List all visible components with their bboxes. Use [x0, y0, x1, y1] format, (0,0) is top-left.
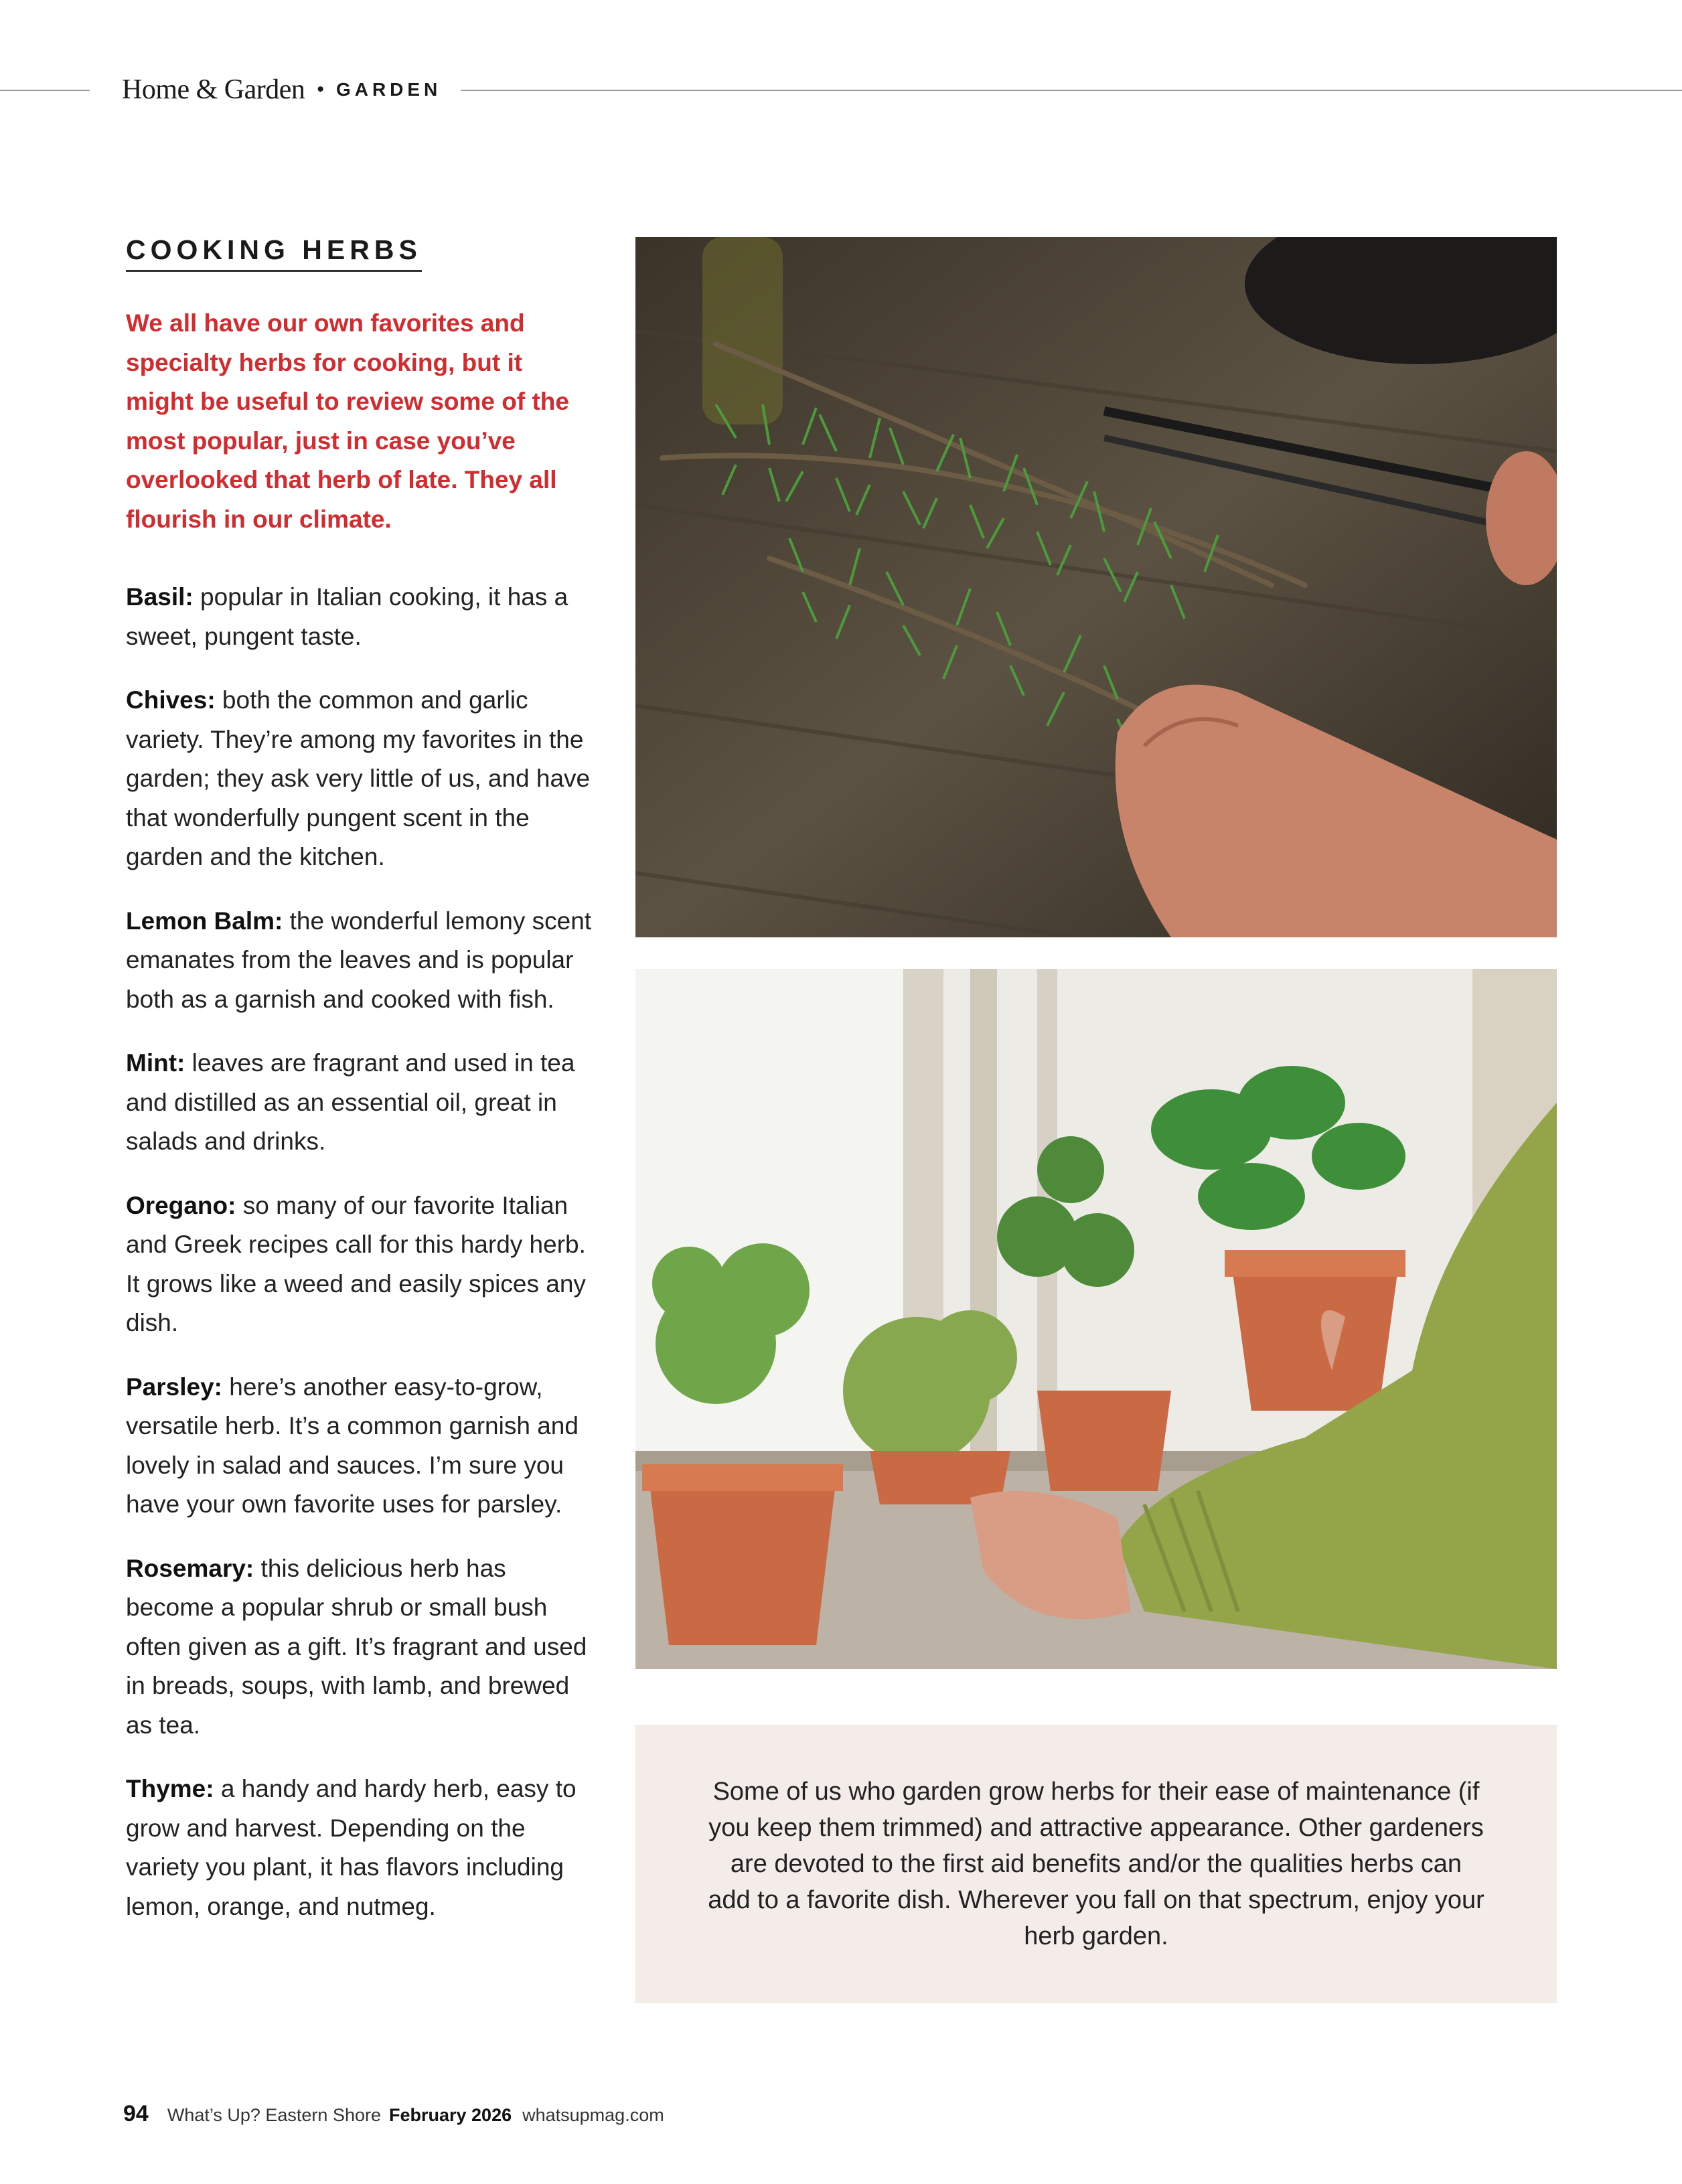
herb-entry-mint: [126, 1044, 595, 1162]
callout-text: Some of us who garden grow herbs for their ease of maintenance (if you keep them trimmed) and attractive appearance. Other gardeners are devoted to the first aid benefits and/or the qualities herbs can add to a favorite dish. Wherever you fall on that spectrum, enjoy your herb garden.: [708, 1778, 1484, 1950]
herb-description: a handy and hardy herb, easy to grow and harvest. Depending on the variety you plant, it has flavors including lemon, orange, and nutmeg.: [126, 1775, 577, 1920]
herb-list: [126, 578, 595, 1926]
herb-description: popular in Italian cooking, it has a sweet, pungent taste.: [126, 583, 568, 650]
herb-entry-lemon-balm: [126, 902, 595, 1020]
herb-name: Chives:: [126, 686, 216, 714]
herb-name: Rosemary:: [126, 1554, 254, 1582]
herb-entry-thyme: [126, 1770, 595, 1926]
herb-description: the wonderful lemony scent emanates from the leaves and is popular both as a garnish and cooked with fish.: [126, 907, 592, 1013]
header-section: GARDEN: [335, 79, 442, 100]
herb-name: Oregano:: [126, 1191, 236, 1219]
herb-entry-parsley: [126, 1368, 595, 1525]
footer-url: whatsupmag.com: [522, 2105, 664, 2125]
callout-box: [635, 1725, 1557, 2003]
herb-entry-chives: [126, 681, 595, 877]
herb-name: Parsley:: [126, 1373, 222, 1401]
herb-name: Thyme:: [126, 1775, 214, 1802]
herb-entry-oregano: [126, 1186, 595, 1343]
header-brand: Home & Garden: [122, 74, 305, 105]
herb-name: Lemon Balm:: [126, 907, 283, 935]
herb-name: Mint:: [126, 1049, 185, 1077]
footer-publication: What’s Up? Eastern Shore: [167, 2105, 381, 2125]
article-column: [126, 234, 595, 1938]
rosemary-photo: [635, 237, 1557, 937]
page-footer: [123, 2101, 664, 2127]
running-header: [122, 70, 441, 110]
herb-description: here’s another easy-to-grow, versatile herb. It’s a common garnish and lovely in salad and sauces. I’m sure you have your own favorite uses for parsley.: [126, 1373, 579, 1518]
header-rule-left: [0, 90, 90, 91]
herb-description: this delicious herb has become a popular shrub or small bush often given as a gift. It’s fragrant and used in breads, soups, with lamb, and brewed as tea.: [126, 1554, 587, 1739]
herb-description: leaves are fragrant and used in tea and distilled as an essential oil, great in salads and drinks.: [126, 1049, 575, 1155]
herb-entry-basil: [126, 578, 595, 656]
article-title-underline: [126, 234, 422, 272]
herb-entry-rosemary: [126, 1549, 595, 1745]
herb-description: so many of our favorite Italian and Greek recipes call for this hardy herb. It grows like a weed and easily spices any dish.: [126, 1191, 586, 1336]
footer-issue: February 2026: [389, 2105, 512, 2125]
article-title: COOKING HERBS: [126, 234, 422, 265]
header-rule-right: [461, 90, 1682, 91]
page-number: 94: [123, 2101, 149, 2126]
herb-description: both the common and garlic variety. They’re among my favorites in the garden; they ask very little of us, and have that wonderfully pungent scent in the garden and the kitchen.: [126, 686, 591, 870]
potted-herbs-photo: [635, 969, 1557, 1669]
herb-name: Basil:: [126, 583, 194, 611]
article-intro: We all have our own favorites and specialty herbs for cooking, but it might be useful to review some of the most popular, just in case you’ve overlooked that herb of late. They all flourish in our climate.: [126, 309, 569, 533]
header-separator: •: [317, 78, 324, 100]
